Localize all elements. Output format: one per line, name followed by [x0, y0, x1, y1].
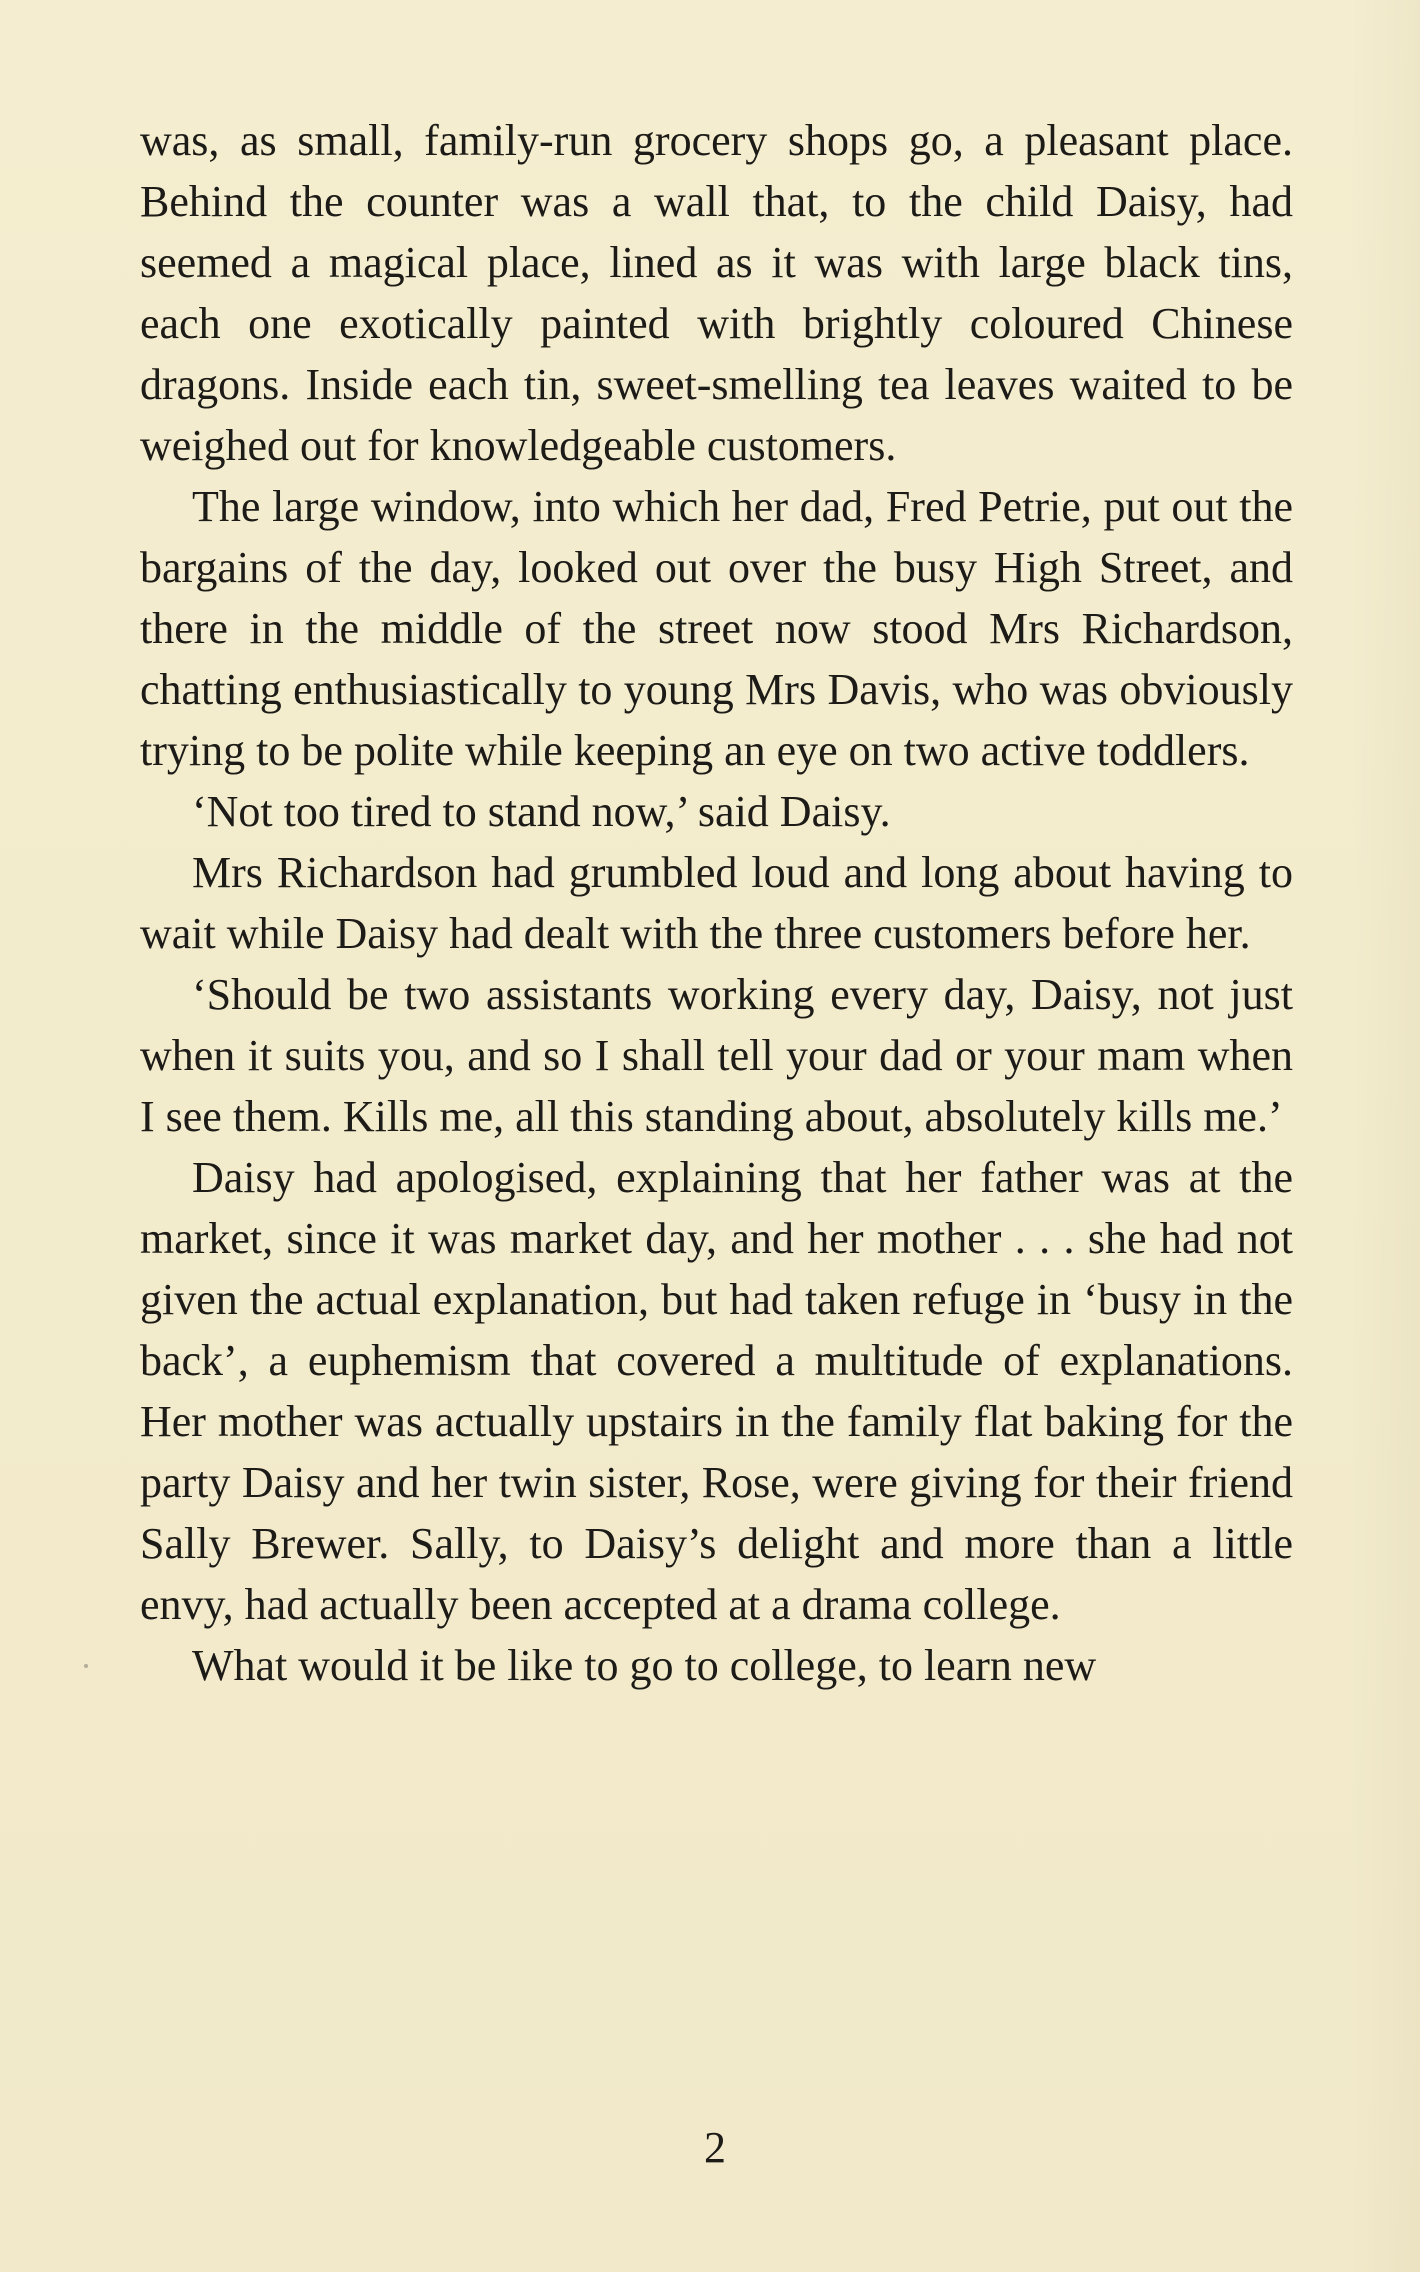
paragraph-2: The large window, into which her dad, Fred Petrie, put out the bargains of the day, looked out over the busy High Street, and there in the middle of the street now stood Mrs Richardson, chatting enthusiastically to young Mrs Davis, who was obviously trying to be polite while keeping an eye on two active toddlers. [140, 482, 1293, 775]
body-text [140, 110, 1293, 1696]
page-number: 2 [704, 2123, 726, 2172]
paragraph-6: Daisy had apologised, explaining that her father was at the market, since it was market day, and her mother . . . she had not given the actual explanation, but had taken refuge in ‘busy in the back’, a euphemism that covered a multitude of explanations. Her mother was actually upstairs in the family flat baking for the party Daisy and her twin sister, Rose, were giving for their friend Sally Brewer. Sally, to Daisy’s delight and more than a little envy, had actually been accepted at a drama college. [140, 1153, 1293, 1629]
paper-speck [84, 1664, 88, 1668]
paragraph-7: What would it be like to go to college, to learn new [192, 1641, 1097, 1690]
paragraph-5: ‘Should be two assistants working every day, Daisy, not just when it suits you, and so I shall tell your dad or your mam when I see them. Kills me, all this standing about, absolutely kills me.’ [140, 970, 1293, 1141]
paragraph-4: Mrs Richardson had grumbled loud and long about having to wait while Daisy had dealt with the three customers before her. [140, 848, 1293, 958]
paragraph-1: was, as small, family-run grocery shops go, a pleasant place. Behind the counter was a wall that, to the child Daisy, had seemed a magical place, lined as it was with large black tins, each one exotically painted with brightly coloured Chinese dragons. Inside each tin, sweet-smelling tea leaves waited to be weighed out for knowledgeable customers. [140, 116, 1293, 470]
paragraph-3: ‘Not too tired to stand now,’ said Daisy. [192, 787, 891, 836]
page-edge-shading [1350, 0, 1420, 2272]
